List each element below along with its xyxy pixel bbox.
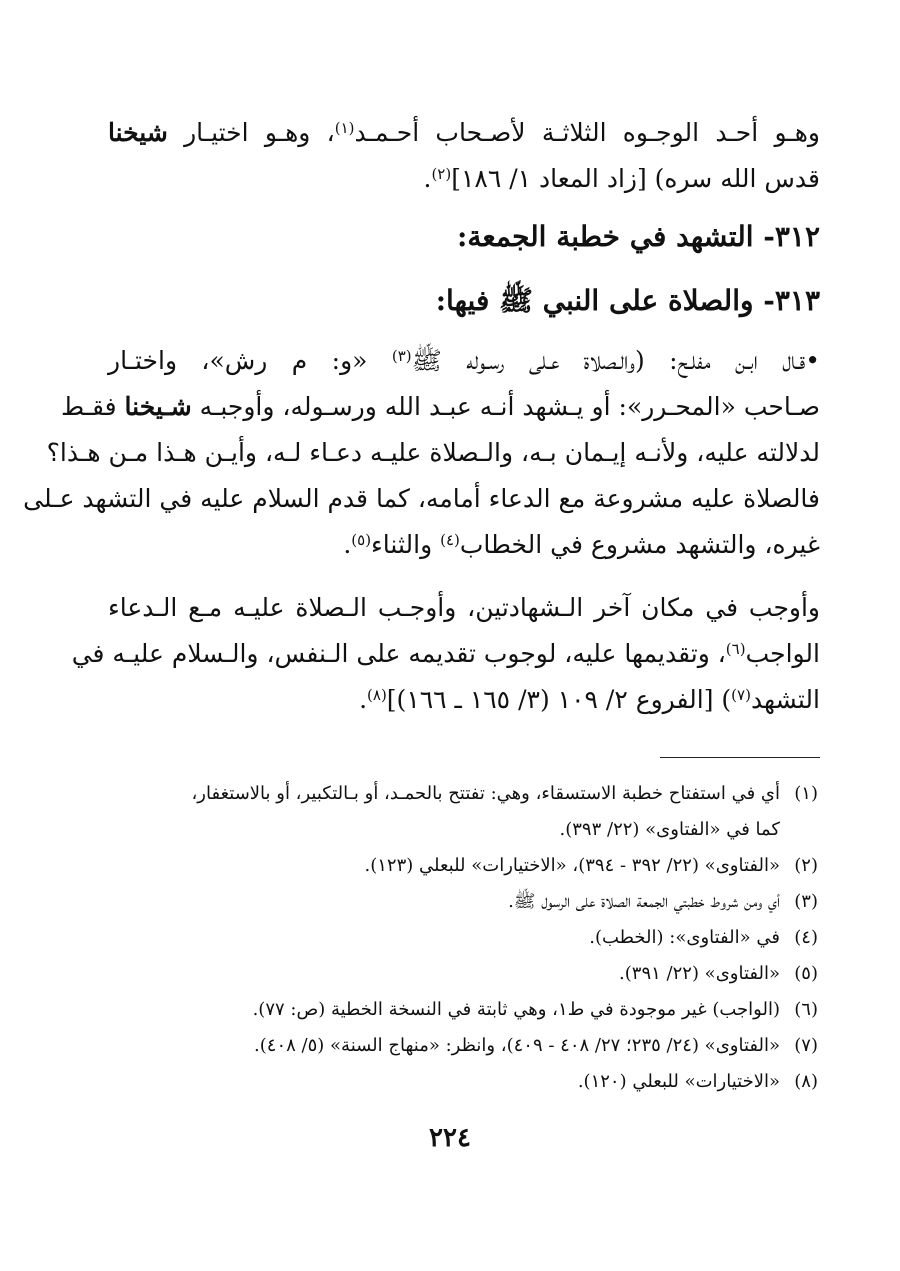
- footnote-ref-4[interactable]: (٤): [440, 531, 460, 549]
- footnote-text-continuation: كما في «الفتاوى» (٢٢/ ٣٩٣).: [559, 819, 780, 840]
- page-number: ٢٢٤: [429, 1123, 471, 1153]
- text-run: .: [343, 530, 352, 559]
- paragraph-2-line-1: [108, 338, 820, 384]
- footnote-8: [78, 1064, 818, 1100]
- text-run: وهـو أحـد الوجـوه الثلاثـة لأصـحاب أحـمـد: [354, 118, 820, 147]
- footnote-text: «الفتاوى» (٢٢/ ٣٩١).: [619, 963, 780, 984]
- text-run: التشهد: [750, 685, 820, 714]
- paragraph-2-line-5: [108, 522, 820, 568]
- paragraph-1-line-1: [108, 110, 820, 156]
- text-run: الواجب: [745, 639, 820, 668]
- paragraph-2: [23, 338, 820, 568]
- text-run: غيره، والتشهد مشروع في الخطاب: [459, 530, 820, 559]
- footnote-number: (٨): [794, 1071, 818, 1092]
- footnote-ref-6[interactable]: (٦): [725, 640, 746, 658]
- paragraph-1: [108, 110, 820, 202]
- text-run: قدس الله سره) [زاد المعاد ١/ ١٨٦]: [451, 164, 820, 193]
- footnote-text: «الفتاوى» (٢٢/ ٣٩٢ - ٣٩٤)، «الاختيارات» للبعلي (١٢٣).: [364, 855, 780, 876]
- footnote-separator: [660, 757, 820, 758]
- paragraph-2-line-4: فالصلاة عليه مشروعة مع الدعاء أمامه، كما قدم السلام عليه في التشهد عـلى: [23, 484, 820, 513]
- footnote-5: [78, 956, 818, 992]
- paragraph-1-line-2: [108, 156, 820, 202]
- text-run: ، وهـو اختيـار: [167, 118, 335, 147]
- footnote-6: [78, 992, 818, 1028]
- section-heading-312: ٣١٢- التشهد في خطبة الجمعة:: [457, 220, 820, 253]
- footnote-3: [78, 884, 818, 920]
- footnote-ref-5[interactable]: (٥): [351, 531, 372, 549]
- paragraph-2-line-2: [60, 384, 820, 430]
- text-run: صـاحب «المحـرر»: أو يـشهد أنـه عبـد الله ورسـوله، وأوجبـه: [191, 392, 820, 421]
- text-run: فقـط: [60, 392, 125, 421]
- footnote-number: (١): [794, 783, 818, 804]
- bold-term: شـيخنا: [124, 392, 192, 421]
- text-run: •قـال ابـن مفلـح: (والـصلاة عـلى رسـوله ﷺ: [411, 346, 820, 375]
- footnote-ref-2[interactable]: (٢): [431, 165, 452, 183]
- paragraph-3-line-1: وأوجب في مكان آخر الـشهادتين، وأوجـب الـصلاة عليـه مـع الـدعاء: [108, 593, 820, 622]
- bold-term: شيخنا: [108, 118, 168, 147]
- text-run: .: [423, 164, 432, 193]
- footnote-ref-1[interactable]: (١): [334, 119, 355, 137]
- footnote-text: في «الفتاوى»: (الخطب).: [589, 927, 780, 948]
- footnote-text: (الواجب) غير موجودة في ط١، وهي ثابتة في النسخة الخطية (ص: ٧٧).: [252, 999, 780, 1020]
- footnote-ref-8[interactable]: (٨): [367, 686, 387, 704]
- footnote-1: [78, 776, 818, 848]
- footnote-number: (٣): [794, 891, 818, 912]
- text-run: .: [359, 685, 368, 714]
- text-run: والثناء: [371, 530, 441, 559]
- footnote-text: أي ومن شروط خطبتي الجمعة الصلاة على الرسول ﷺ.: [508, 891, 780, 912]
- footnotes: [78, 776, 818, 1100]
- text-run: ، وتقديمها عليه، لوجوب تقديمه على الـنفس، والـسلام عليـه في: [71, 639, 726, 668]
- text-run: «و: م رش»، واختـار: [108, 346, 392, 375]
- footnote-4: [78, 920, 818, 956]
- paragraph-3: [71, 585, 820, 723]
- footnote-7: [78, 1028, 818, 1064]
- footnote-2: [78, 848, 818, 884]
- footnote-number: (٤): [794, 927, 818, 948]
- footnote-ref-3[interactable]: (٣): [391, 347, 412, 365]
- footnote-text: [78, 776, 780, 848]
- footnote-number: (٦): [794, 999, 818, 1020]
- footnote-text: «الاختيارات» للبعلي (١٢٠).: [577, 1071, 780, 1092]
- footnote-number: (٥): [794, 963, 818, 984]
- footnote-text-line: أي في استفتاح خطبة الاستسقاء، وهي: تفتتح بالحمـد، أو بـالتكبير، أو بالاستغفار،: [191, 783, 780, 804]
- paragraph-3-line-2: [71, 631, 820, 677]
- footnote-number: (٧): [794, 1035, 818, 1056]
- footnote-text: «الفتاوى» (٢٤/ ٢٣٥؛ ٢٧/ ٤٠٨ - ٤٠٩)، وانظر: «منهاج السنة» (٥/ ٤٠٨).: [254, 1035, 780, 1056]
- text-run: ) [الفروع ٢/ ١٠٩ (٣/ ١٦٥ ـ ١٦٦)]: [386, 685, 732, 714]
- footnote-ref-7[interactable]: (٧): [731, 686, 751, 704]
- footnote-number: (٢): [794, 855, 818, 876]
- section-heading-313: ٣١٣- والصلاة على النبي ﷺ فيها:: [435, 284, 820, 317]
- paragraph-3-line-3: [108, 677, 820, 723]
- paragraph-2-line-3: لدلالته عليه، ولأنـه إيـمان بـه، والـصلاة عليـه دعـاء لـه، وأيـن هـذا مـن هـذا؟: [46, 438, 820, 467]
